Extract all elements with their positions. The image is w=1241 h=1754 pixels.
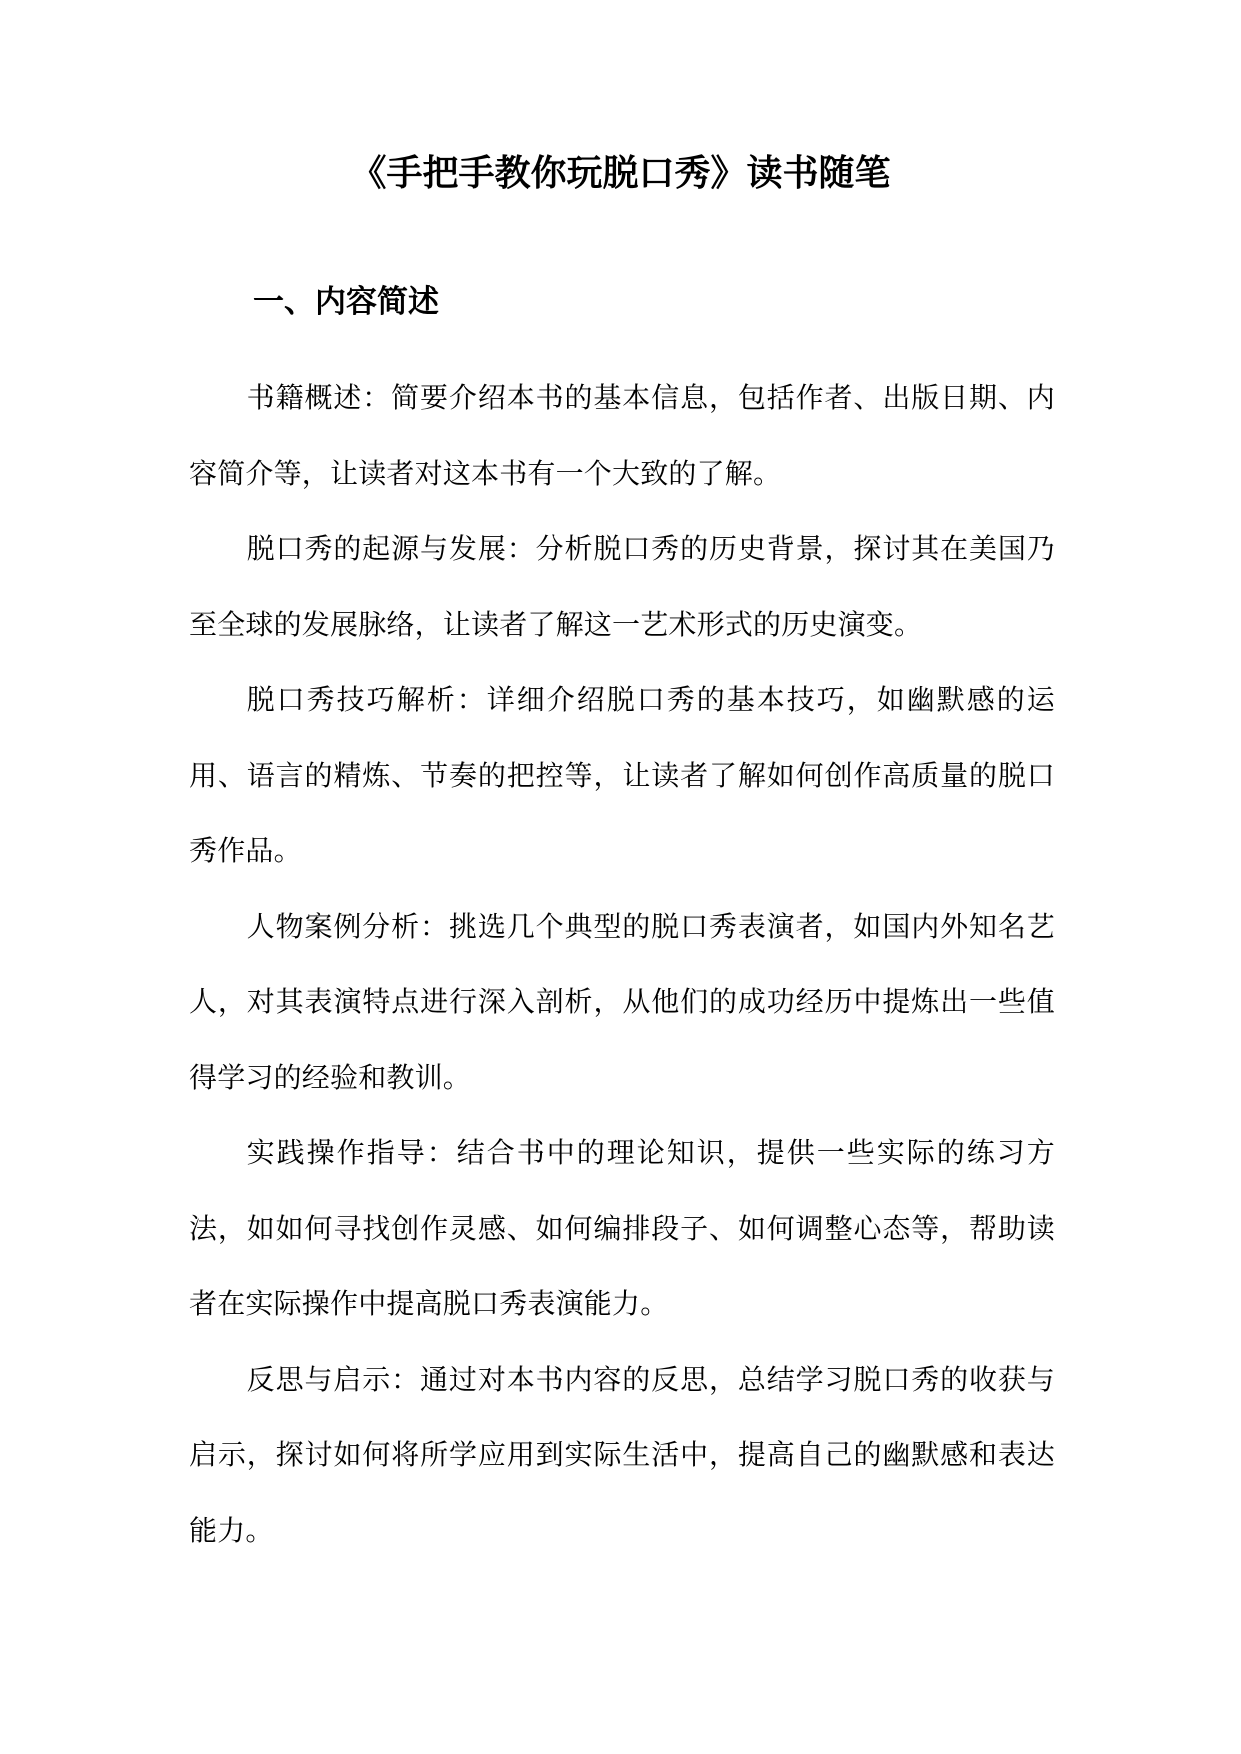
section-heading: 一、内容简述 [253, 284, 439, 320]
paragraph-technique-analysis: 脱口秀技巧解析：详细介绍脱口秀的基本技巧，如幽默感的运用、语言的精炼、节奏的把控等，让读者了解如何创作高质量的脱口秀作品。 [189, 683, 1055, 867]
paragraph-origin-development: 脱口秀的起源与发展：分析脱口秀的历史背景，探讨其在美国乃至全球的发展脉络，让读者了解这一艺术形式的历史演变。 [189, 532, 1055, 641]
document-title: 《手把手教你玩脱口秀》读书随笔 [350, 153, 891, 194]
paragraph-reflection: 反思与启示：通过对本书内容的反思，总结学习脱口秀的收获与启示，探讨如何将所学应用到实际生活中，提高自己的幽默感和表达能力。 [189, 1362, 1055, 1547]
paragraph-case-analysis: 人物案例分析：挑选几个典型的脱口秀表演者，如国内外知名艺人，对其表演特点进行深入剖析，从他们的成功经历中提炼出一些值得学习的经验和教训。 [189, 909, 1055, 1094]
section-body [189, 360, 1055, 1568]
paragraph-practice-guidance: 实践操作指导：结合书中的理论知识，提供一些实际的练习方法，如如何寻找创作灵感、如何编排段子、如何调整心态等，帮助读者在实际操作中提高脱口秀表演能力。 [189, 1136, 1055, 1320]
paragraph-book-overview: 书籍概述：简要介绍本书的基本信息，包括作者、出版日期、内容简介等，让读者对这本书有一个大致的了解。 [189, 381, 1055, 490]
